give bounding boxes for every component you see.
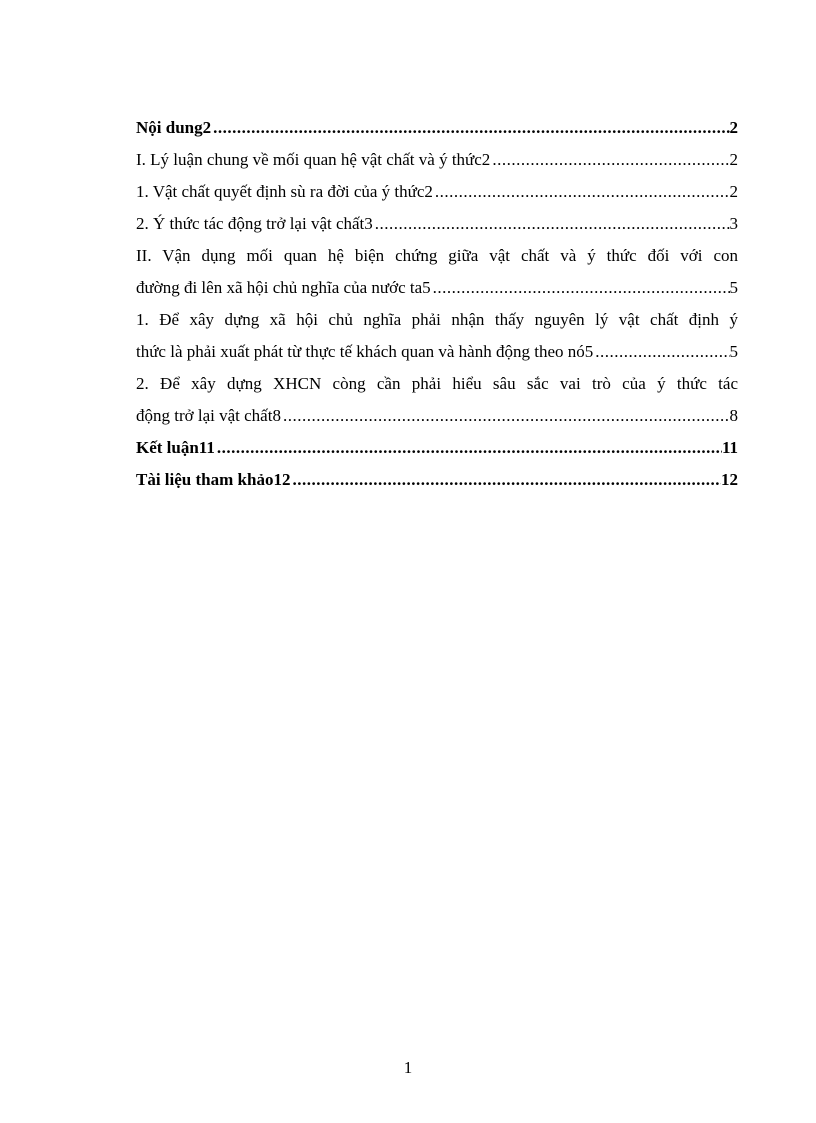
toc-dot-leader: [281, 400, 730, 432]
toc-entry-section-2-2[interactable]: [136, 368, 738, 432]
toc-dot-leader: [215, 432, 722, 464]
toc-entry-section-2-1[interactable]: [136, 304, 738, 368]
toc-entry-title: 1. Vật chất quyết định sù ra đời của ý thức2: [136, 182, 433, 201]
toc-entry-title-line-1: 1. Để xây dựng xã hội chủ nghĩa phải nhận thấy nguyên lý vật chất định ý: [136, 310, 738, 329]
toc-entry-page: 5: [729, 278, 738, 297]
toc-entry-title-line-1: II. Vận dụng mối quan hệ biện chứng giữa vật chất và ý thức đối với con: [136, 246, 738, 265]
toc-dot-leader: [593, 336, 729, 368]
toc-entry-title-line-1: 2. Để xây dựng XHCN còng cần phải hiểu sâu sắc vai trò của ý thức tác: [136, 374, 738, 393]
toc-entry-page: 5: [729, 342, 738, 361]
toc-dot-leader: [211, 112, 729, 144]
toc-entry-title: Tài liệu tham khảo12: [136, 470, 291, 489]
toc-entry-section-1[interactable]: [136, 144, 738, 176]
toc-entry-page: 2: [729, 118, 738, 137]
toc-entry-tai-lieu-tham-khao[interactable]: [136, 464, 738, 496]
toc-entry-section-1-1[interactable]: [136, 176, 738, 208]
toc-entry-page: 3: [729, 214, 738, 233]
toc-entry-title: 2. Ý thức tác động trở lại vật chất3: [136, 214, 373, 233]
toc-entry-title-line-2: động trở lại vật chất8: [136, 406, 281, 425]
toc-entry-page: 2: [729, 182, 738, 201]
toc-entry-title: I. Lý luận chung về mối quan hệ vật chất và ý thức2: [136, 150, 491, 169]
toc-dot-leader: [373, 208, 730, 240]
toc-entry-page: 2: [729, 150, 738, 169]
toc-dot-leader: [490, 144, 729, 176]
toc-dot-leader: [290, 464, 721, 496]
toc-entry-title-line-2: đường đi lên xã hội chủ nghĩa của nước ta5: [136, 278, 431, 297]
toc-entry-section-1-2[interactable]: [136, 208, 738, 240]
toc-entry-section-2[interactable]: [136, 240, 738, 304]
page-number: 1: [403, 1058, 413, 1077]
toc-dot-leader: [433, 176, 730, 208]
toc-entry-title: Nội dung2: [136, 118, 212, 137]
toc-entry-page: 8: [729, 406, 738, 425]
toc-dot-leader: [431, 272, 730, 304]
toc-entry-title: Kết luận11: [136, 438, 215, 457]
table-of-contents: [136, 112, 738, 496]
toc-entry-page: 12: [721, 470, 738, 489]
toc-entry-noi-dung[interactable]: [136, 112, 738, 144]
toc-entry-page: 11: [721, 438, 738, 457]
toc-entry-ket-luan[interactable]: [136, 432, 738, 464]
toc-entry-title-line-2: thức là phải xuất phát từ thực tế khách quan và hành động theo nó5: [136, 342, 594, 361]
